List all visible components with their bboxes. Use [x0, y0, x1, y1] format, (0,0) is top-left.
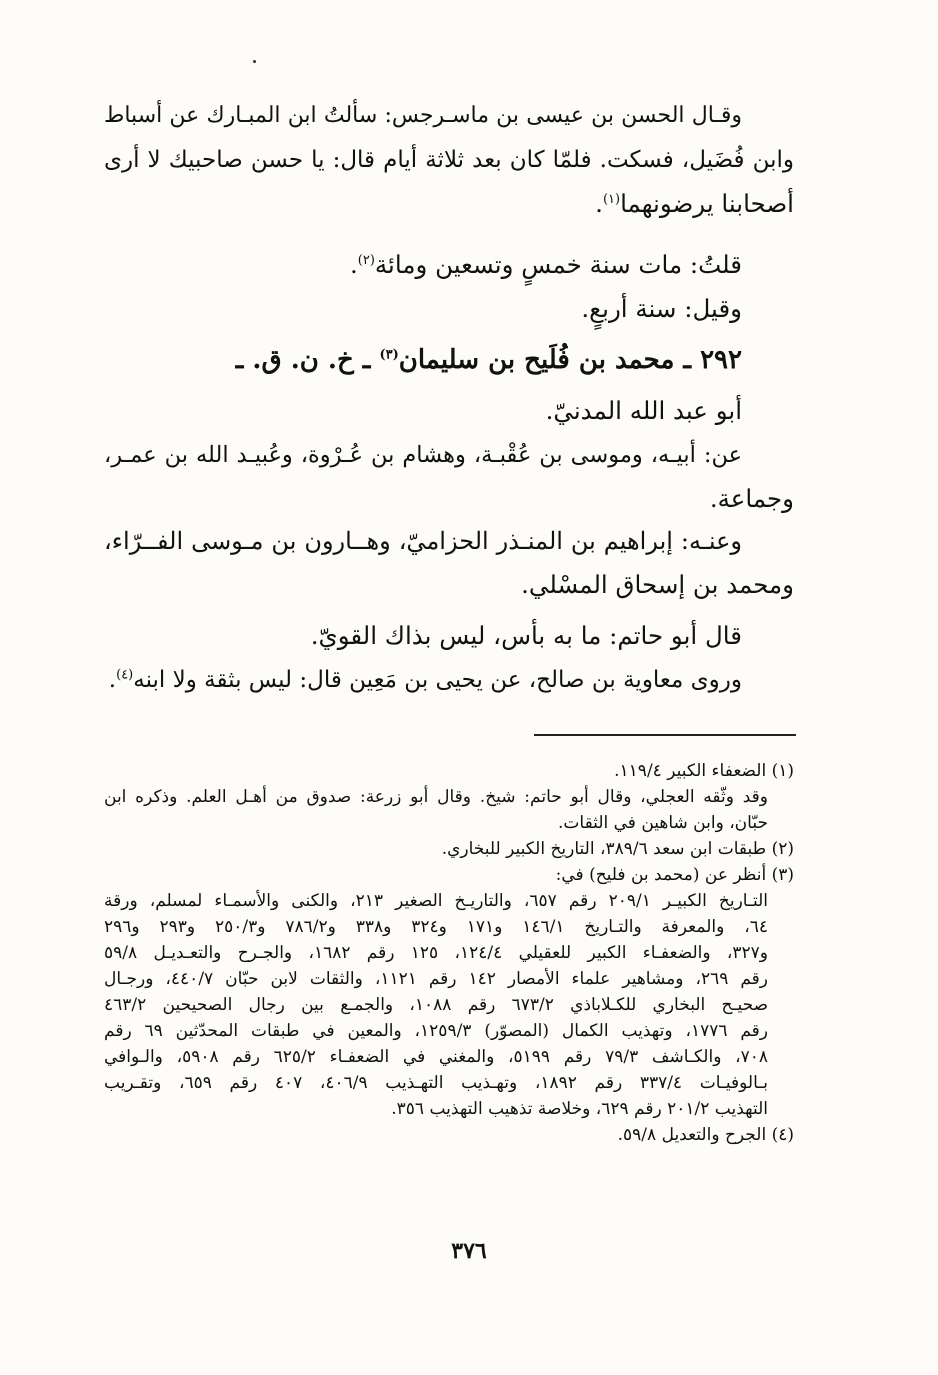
- footnote-text: حبّان، وابن شاهين في الثقات.: [558, 813, 768, 833]
- paragraph-kunya: [104, 389, 794, 521]
- text-line: ومحمد بن إسحاق المسْلي.: [521, 570, 794, 599]
- entry-heading: [104, 338, 794, 382]
- ink-speck: [253, 60, 256, 63]
- paragraph-hasan-ibn-isa: [104, 94, 794, 226]
- entry-title: ٢٩٢ ـ محمد بن فُلَيح بن سليمان: [398, 345, 742, 375]
- footnote-text: ٧٠٨، والكـاشف ٧٩/٣ رقم ٥١٩٩، والمغني في الضعفـاء ٦٢٥/٢ رقم ٥٩٠٨، والـوافي: [104, 1047, 768, 1067]
- text-line: أصحابنا يرضونهما$^{(١)}$.: [595, 189, 794, 218]
- text-line: قلتُ: مات سنة خمسٍ وتسعين ومائة$^{(٢)}$.: [349, 250, 742, 279]
- footnote-text: ٦٤، والمعرفة والتـاريخ ١٤٦/١ و١٧١ و٣٢٤ و٣٣٨ و٧٨٦/٢ و٢٥٠/٣ و٢٩٣ و٢٩٦: [104, 917, 768, 937]
- footnote-text: التـاريخ الكبيـر ٢٠٩/١ رقم ٦٥٧، والتاريـخ الصغير ٢١٣، والكنى والأسمـاء لمسلم، ورقة: [104, 891, 768, 911]
- text-line: وعنـه: إبراهيم بن المنـذر الحزاميّ، وهــارون بن مـوسى الفــرّاء،: [104, 527, 742, 555]
- text-line: قال أبو حاتم: ما به بأس، ليس بذاك القويّ.: [310, 621, 742, 650]
- entry-sigla: ـ خ. ن. ق. ـ: [235, 345, 380, 375]
- footnote-text: صحيـح البخاري للكـلاباذي ٦٧٣/٢ رقم ١٠٨٨، والجمـع بين رجال الصحيحين ٤٦٣/٢: [104, 995, 769, 1015]
- footnote-3: (٣) أنظر عن (محمد بن فليح) في:: [555, 865, 794, 885]
- footnote-ref: (٢): [357, 252, 375, 268]
- footnote-divider: [534, 734, 796, 736]
- text-line: عن: أبيـه، وموسى بن عُقْبـة، وهشام بن عُـرْوة، وعُبيـد الله بن عمـر،: [104, 442, 742, 468]
- text-line: وقيل: سنة أربعٍ.: [581, 294, 742, 323]
- footnote-2: (٢) طبقات ابن سعد ٣٨٩/٦، التاريخ الكبير للبخاري.: [441, 839, 794, 859]
- footnote-text: و٣٢٧، والضعفـاء الكبير للعقيلي ١٢٤/٤، ١٢٥ رقم ١٦٨٢، والجـرح والتعـديـل ٥٩/٨: [104, 943, 768, 963]
- footnote-text: التهذيب ٢٠١/٢ رقم ٦٢٩، وخلاصة تذهيب التهذيب ٣٥٦.: [391, 1099, 768, 1119]
- footnote-ref: (٣): [379, 347, 399, 363]
- paragraph-death-date: [104, 243, 794, 331]
- footnote-text: بـالوفيـات ٣٣٧/٤ رقم ١٨٩٢، وتهـذيب التهـذيب ٤٠٦/٩، ٤٠٧ رقم ٦٥٩، وتقـريب: [104, 1073, 768, 1093]
- paragraph-criticism: [104, 614, 794, 702]
- footnote-text: رقم ٢٦٩، ومشاهير علماء الأمصار ١٤٢ رقم ١١٢١، والثقات لابن حبّان ٤٤٠/٧، ورجـال: [104, 969, 768, 989]
- page-number: ٣٧٦: [451, 1238, 487, 1264]
- footnote-ref: (١): [602, 191, 621, 207]
- footnote-ref: (٤): [116, 667, 134, 683]
- footnote-4: (٤) الجرح والتعديل ٥٩/٨.: [617, 1125, 794, 1145]
- footnotes: [104, 758, 794, 1148]
- text-line: وروى معاوية بن صالح، عن يحيى بن مَعِين قال: ليس بثقة ولا ابنه$^{(٤)}$.: [108, 667, 742, 693]
- text-line: وقـال الحسن بن عيسى بن ماسـرجس: سألتُ ابن المبـارك عن أسباط: [104, 103, 742, 128]
- footnote-text: رقم ١٧٧٦، وتهذيب الكمال (المصوّر) ١٢٥٩/٣، والمعين في طبقات المحدّثين ٦٩ رقم: [104, 1021, 768, 1041]
- text-line: وابن فُضَيل، فسكت. فلمّا كان بعد ثلاثة أيام قال: يا حسن صاحبيك لا أرى: [104, 147, 794, 173]
- paragraph-students: [104, 519, 794, 607]
- text-line: أبو عبد الله المدنيّ.: [545, 396, 742, 425]
- footnote-1: (١) الضعفاء الكبير ١١٩/٤.: [614, 761, 794, 781]
- text-line: وجماعة.: [709, 484, 794, 513]
- footnote-text: وقد وثّقه العجلي، وقال أبو حاتم: شيخ. وقال أبو زرعة: صدوق من أهـل العلم. وذكره ابن: [104, 787, 768, 807]
